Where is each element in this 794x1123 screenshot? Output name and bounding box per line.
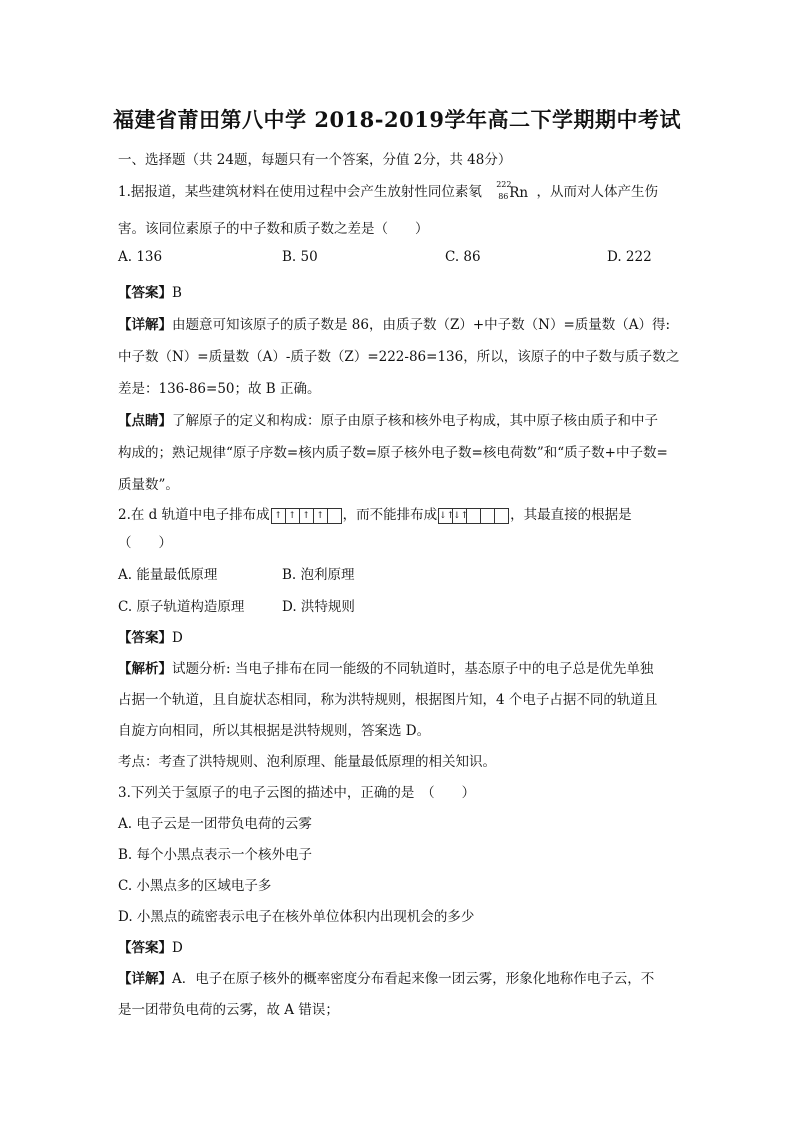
q2-stem-b: ，而不能排布成 [342,507,438,523]
q1-point-line2: 构成的；熟记规律“原子序数=核内质子数=原子核外电子数=核电荷数”和“质子数+中子数= [118,445,668,461]
isotope-notation [486,179,532,204]
answer-value: D [172,940,183,956]
answer-tag: 【答案】 [118,940,172,956]
answer-value: B [172,285,182,301]
isotope-mass-number: 222 [496,179,512,189]
q3-option-c: C. 小黑点多的区域电子多 [118,878,272,894]
q3-option-a: A. 电子云是一团带负电荷的云雾 [118,816,312,832]
q2-analysis-line2: 占据一个轨道，且自旋状态相同，称为洪特规则，根据图片知，4 个电子占据不同的轨道且 [118,692,658,708]
orbital-diagram-correct [271,508,342,524]
orbital-diagram-wrong [438,508,509,524]
q2-stem-c: ，其最直接的根据是 [510,507,632,523]
q2-stem-line2: （ ） [118,535,172,551]
q1-answer [118,281,678,301]
orbital-box: ↑ [314,509,328,523]
q3-option-d: D. 小黑点的疏密表示电子在核外单位体积内出现机会的多少 [118,909,475,925]
q3-stem: 3.下列关于氢原子的电子云图的描述中，正确的是 （ ） [118,785,476,801]
q1-stem-a: 1.据报道，某些建筑材料在使用过程中会产生放射性同位素氡 [118,184,482,200]
q3-detail-line2: 是一团带负电荷的云雾，故 A 错误； [118,1002,339,1018]
q1-stem-line2: 害。该同位素原子的中子数和质子数之差是（ ） [118,221,429,237]
orbital-box [467,509,481,523]
q1-detail-line3: 差是：136-86=50；故 B 正确。 [118,381,321,397]
detail-text: A．电子在原子核外的概率密度分布看起来像一团云雾，形象化地称作电子云，不 [172,971,655,987]
orbital-box [328,509,342,523]
orbital-box: ↓↑ [453,510,469,521]
detail-text: 由题意可知该原子的质子数是 86，由质子数（Z）+中子数（N）=质量数（A）得: [172,317,671,333]
answer-tag: 【答案】 [118,285,172,301]
orbital-box: ↑ [272,509,286,523]
q2-analysis-line3: 自旋方向相同，所以其根据是洪特规则，答案选 D。 [118,723,431,739]
q1-point-line3: 质量数”。 [118,477,179,493]
q3-detail-line1 [118,967,678,987]
answer-tag: 【答案】 [118,630,172,646]
isotope-symbol: Rn [509,184,529,201]
q1-stem-b: ，从而对人体产生伤 [536,184,658,200]
q1-point-line1 [118,409,678,429]
q1-detail-line1 [118,313,678,333]
analysis-tag: 【解析】 [118,661,172,677]
orbital-box: ↑ [300,509,314,523]
q1-option-c: C. 86 [445,249,481,265]
q2-option-c: C. 原子轨道构造原理 [118,599,245,615]
q3-option-b: B. 每个小黑点表示一个核外电子 [118,847,313,863]
q2-stem-line1 [118,503,678,524]
q1-stem-line1 [118,180,678,204]
q2-stem-a: 2.在 d 轨道中电子排布成 [118,507,270,523]
answer-value: D [172,630,183,646]
q2-option-b: B. 泡利原理 [282,567,355,583]
q1-detail-line2: 中子数（N）=质量数（A）-质子数（Z）=222-86=136，所以，该原子的中子数与质子数之 [118,349,680,365]
q2-kaodian: 考点：考查了洪特规则、泡利原理、能量最低原理的相关知识。 [118,754,496,770]
detail-tag: 【详解】 [118,317,172,333]
q1-option-b: B. 50 [282,249,318,265]
orbital-box: ↓↑ [439,510,455,521]
q2-option-d: D. 洪特规则 [282,599,355,615]
q3-answer [118,936,678,956]
orbital-box [495,509,509,523]
section-heading: 一、选择题（共 24题，每题只有一个答案，分值 2分，共 48分） [118,152,512,168]
q2-analysis-line1 [118,657,678,677]
orbital-box [481,509,495,523]
orbital-box: ↑ [286,509,300,523]
point-tag: 【点睛】 [118,413,172,429]
q2-option-a: A. 能量最低原理 [118,567,218,583]
analysis-text: 试题分析: 当电子排布在同一能级的不同轨道时，基态原子中的电子总是优先单独 [172,661,654,677]
q1-option-d: D. 222 [607,249,652,265]
isotope-atomic-number: 86 [498,191,509,201]
exam-title: 福建省莆田第八中学 2018-2019学年高二下学期期中考试 [113,107,681,132]
point-text: 了解原子的定义和构成：原子由原子核和核外电子构成，其中原子核由质子和中子 [172,413,658,429]
q1-option-a: A. 136 [118,249,163,265]
detail-tag: 【详解】 [118,971,172,987]
q2-answer [118,626,678,646]
